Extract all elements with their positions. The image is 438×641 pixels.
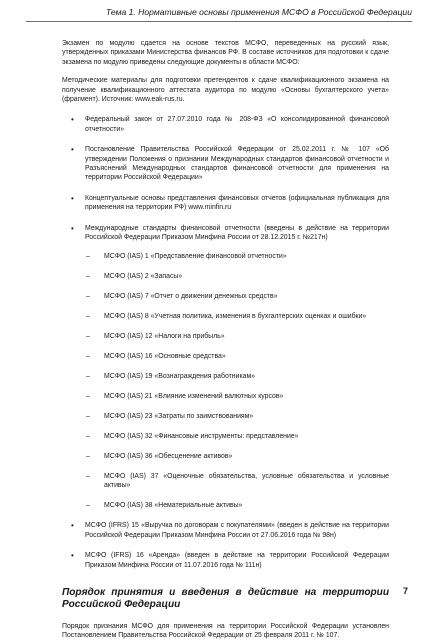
sources-list [62, 115, 389, 570]
standard-item: – МСФО (IAS) 8 «Учетная политика, изменения в бухгалтерских оценках и ошибки» [85, 312, 389, 321]
running-header: Тема 1. Нормативные основы применения МСФО в Российской Федерации [26, 7, 412, 22]
intro-paragraph: Экзамен по модулю сдается на основе текстов МСФО, переведенных на русский язык, утвержденных приказами Министерства финансов РФ. В составе источников для подготовки к сдаче экзамена по модулю приведены следующие документы в области МСФО: [62, 40, 389, 66]
standard-item: – МСФО (IAS) 36 «Обесценение активов» [85, 452, 389, 461]
standard-item: – МСФО (IAS) 32 «Финансовые инструменты: представление» [85, 432, 389, 441]
list-item [62, 224, 389, 511]
standard-item: – МСФО (IAS) 37 «Оценочные обязательства, условные обязательства и условные активы» [85, 472, 389, 491]
standard-item: – МСФО (IAS) 1 «Представление финансовой отчетности» [85, 252, 389, 261]
standard-item: – МСФО (IAS) 38 «Нематериальные активы» [85, 501, 389, 510]
section-heading: Порядок принятия и введения в действие на территории Российской Федерации [62, 586, 389, 610]
standard-item: – МСФО (IAS) 23 «Затраты по заимствованиям» [85, 412, 389, 421]
standard-item: – МСФО (IAS) 2 «Запасы» [85, 272, 389, 281]
page-number: 7 [402, 586, 408, 596]
standard-item: – МСФО (IAS) 12 «Налоги на прибыль» [85, 332, 389, 341]
standard-item: – МСФО (IAS) 19 «Вознаграждения работникам» [85, 372, 389, 381]
list-item-text: Международные стандарты финансовой отчетности (введены в действие на территории Российской Федерации Приказом Минфина России от 28.12.2015 г. №217н) [85, 224, 389, 242]
standard-item: – МСФО (IAS) 16 «Основные средства» [85, 352, 389, 361]
list-item: • Постановление Правительства Российской Федерации от 25.02.2011 г. № 107 «Об утверждении Положения о признании Международных стандартов финансовой отчетности и Разъяснений Международных стандартов финансовой отчетности для применения на территории Российской Федерации» [62, 145, 389, 183]
standard-item: – МСФО (IAS) 21 «Влияние изменений валютных курсов» [85, 392, 389, 401]
standard-item: – МСФО (IAS) 7 «Отчет о движении денежных средств» [85, 292, 389, 301]
section-paragraph: Порядок признания МСФО для применения на территории Российской Федерации установлен Постановлением Правительства Российской Федерации от 25 февраля 2011 г. № 107. [62, 622, 389, 640]
list-item: • Федеральный закон от 27.07.2010 года № 208-ФЗ «О консолидированной финансовой отчетности» [62, 115, 389, 134]
page-content [62, 39, 389, 641]
list-item: • Концептуальные основы представления финансовых отчетов (официальная публикация для применения на территории РФ) www.minfin.ru [62, 194, 389, 213]
methodical-paragraph: Методические материалы для подготовки претендентов к сдаче квалификационного экзамена на получение квалификационного аттестата аудитора по модулю «Основы бухгалтерского учета» (фрагмент). Источник: www.eak-rus.ru. [62, 77, 389, 104]
standards-list [85, 252, 389, 511]
list-item: • МСФО (IFRS) 15 «Выручка по договорам с покупателями» (введен в действие на территории Российской Федерации Приказом Минфина России от 27.06.2016 года № 98н) [62, 521, 389, 540]
list-item: • МСФО (IFRS) 16 «Аренда» (введен в действие на территории Российской Федерации Приказом Минфина России от 11.07.2016 года № 111н) [62, 551, 389, 570]
